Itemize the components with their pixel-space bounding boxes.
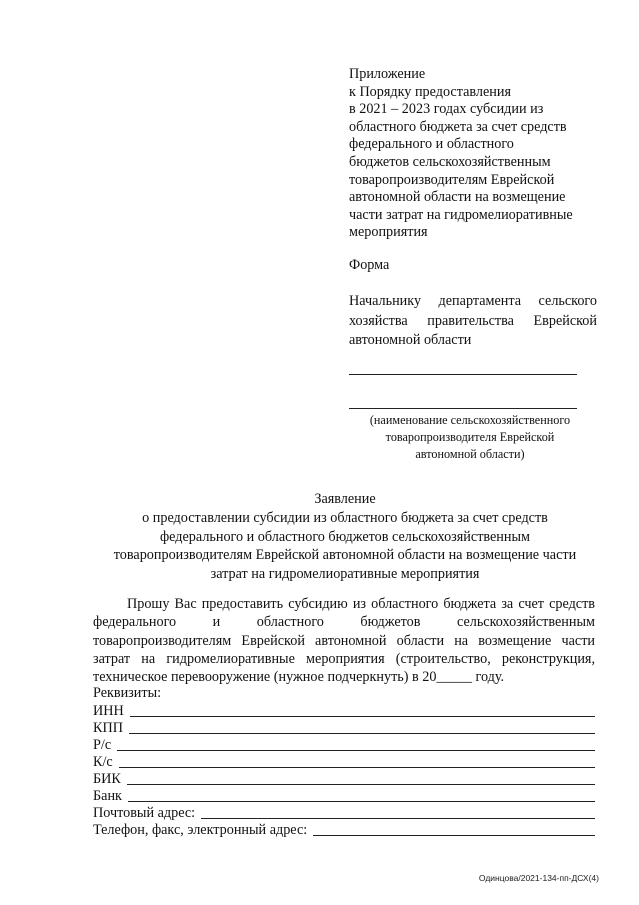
footer-document-code: Одинцова/2021-134-пп-ДСХ(4)	[478, 873, 599, 883]
requisite-label: Почтовый адрес:	[93, 805, 196, 821]
appendix-line: части затрат на гидромелиоративные	[349, 206, 573, 223]
caption-line: товаропроизводителя Еврейской	[385, 430, 555, 444]
requisite-row-bank	[93, 787, 595, 805]
requisite-row-contacts	[93, 821, 595, 839]
requisite-row-postal-address	[93, 804, 595, 822]
requisite-label: ИНН	[93, 703, 124, 719]
requisite-input-line[interactable]	[127, 784, 595, 785]
requisite-label: К/с	[93, 754, 113, 770]
appendix-line: бюджетов сельскохозяйственным	[349, 153, 551, 170]
appendix-line: Приложение	[349, 66, 426, 82]
statement-body-text: Прошу Вас предоставить субсидию из областного бюджета за счет средств федерального и областного бюджетов сельскохозяйственным товаропроизводителям Еврейской автономной области на возмещение части затрат на гидромелиоративные мероприятия (строительство, реконструкция, техническое перевооружение (нужное подчеркнуть) в 20_____ году.	[93, 596, 595, 686]
caption-line: автономной области)	[415, 447, 525, 461]
requisite-input-line[interactable]	[128, 801, 595, 802]
appendix-line: автономной области на возмещение	[349, 189, 566, 206]
requisite-input-line[interactable]	[119, 767, 595, 768]
requisite-label: Банк	[93, 788, 122, 804]
requisites-title: Реквизиты:	[93, 685, 162, 701]
requisite-row-bik	[93, 770, 595, 788]
appendix-header	[349, 66, 609, 242]
appendix-line: в 2021 – 2023 годах субсидии из	[349, 101, 544, 118]
appendix-line: к Порядку предоставления	[349, 83, 511, 100]
appendix-line: товаропроизводителям Еврейской	[349, 171, 555, 188]
requisite-row-kpp	[93, 719, 595, 737]
statement-subtitle-line: товаропроизводителям Еврейской автономной области на возмещение части	[113, 547, 577, 564]
appendix-line: федерального и областного	[349, 136, 514, 153]
requisite-input-line[interactable]	[129, 733, 595, 734]
appendix-line: областного бюджета за счет средств	[349, 118, 567, 135]
requisite-label: Р/с	[93, 737, 112, 753]
form-label: Форма	[349, 257, 390, 273]
applicant-blank-line-1	[349, 374, 577, 375]
requisite-input-line[interactable]	[201, 818, 595, 819]
appendix-line: мероприятия	[349, 224, 428, 241]
requisite-label: КПП	[93, 720, 123, 736]
requisite-input-line[interactable]	[130, 716, 595, 717]
addressee-text: Начальнику департамента сельского хозяйства правительства Еврейской автономной области	[349, 293, 597, 348]
statement-title: Заявление	[314, 491, 376, 507]
caption-line: (наименование сельскохозяйственного	[369, 413, 571, 427]
statement-subtitle-line: о предоставлении субсидии из областного бюджета за счет средств	[142, 509, 548, 526]
requisite-input-line[interactable]	[313, 835, 595, 836]
requisite-label: БИК	[93, 771, 121, 787]
requisite-row-corr-account	[93, 753, 595, 771]
requisite-row-inn	[93, 702, 595, 720]
requisite-input-line[interactable]	[117, 750, 595, 751]
applicant-caption	[345, 412, 595, 463]
statement-subtitle-line: федерального и областного бюджетов сельскохозяйственным	[159, 528, 531, 545]
requisite-row-account	[93, 736, 595, 754]
requisite-label: Телефон, факс, электронный адрес:	[93, 822, 308, 838]
statement-subtitle-line: затрат на гидромелиоративные мероприятия	[210, 566, 480, 583]
applicant-blank-line-2	[349, 408, 577, 409]
statement-body	[93, 595, 595, 686]
statement-title-block	[80, 490, 610, 584]
